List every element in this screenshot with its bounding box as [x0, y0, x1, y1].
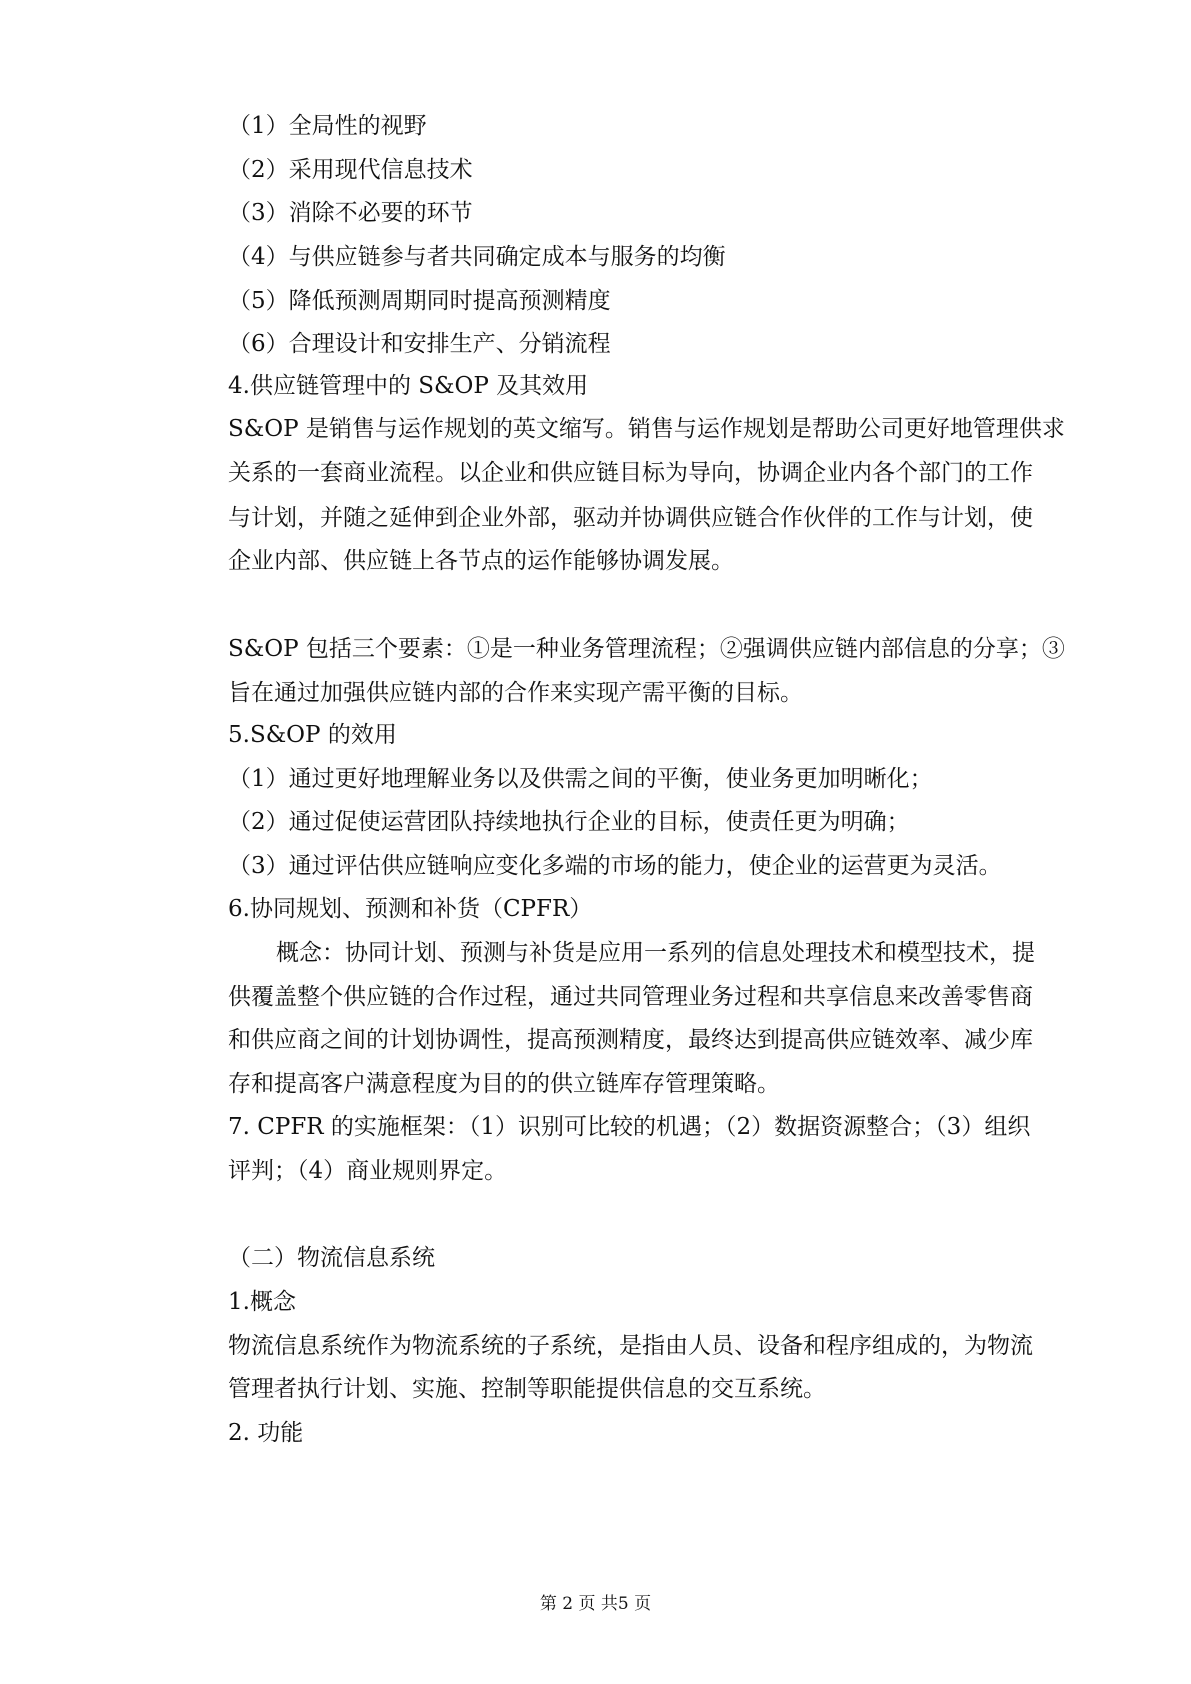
paragraph-line: 企业内部、供应链上各节点的运作能够协调发展。 — [228, 548, 734, 574]
section-heading: 6.协同规划、预测和补货（CPFR） — [228, 896, 593, 922]
list-item: （5）降低预测周期同时提高预测精度 — [228, 288, 611, 314]
paragraph-line: 概念：协同计划、预测与补货是应用一系列的信息处理技术和模型技术，提 — [276, 940, 1035, 966]
paragraph-line: 旨在通过加强供应链内部的合作来实现产需平衡的目标。 — [228, 680, 803, 706]
paragraph-line: S&OP 包括三个要素：①是一种业务管理流程；②强调供应链内部信息的分享；③ — [228, 636, 1065, 662]
section-heading: 1.概念 — [228, 1289, 296, 1315]
paragraph-line: 存和提高客户满意程度为目的的供立链库存管理策略。 — [228, 1071, 780, 1097]
section-heading: 2. 功能 — [228, 1420, 304, 1446]
paragraph-line: 和供应商之间的计划协调性，提高预测精度，最终达到提高供应链效率、减少库 — [228, 1027, 1033, 1053]
list-item: （2）采用现代信息技术 — [228, 157, 473, 183]
list-item: （6）合理设计和安排生产、分销流程 — [228, 331, 611, 357]
section-heading: 5.S&OP 的效用 — [228, 722, 397, 748]
section-heading: 4.供应链管理中的 S&OP 及其效用 — [228, 373, 589, 399]
paragraph-line: 与计划，并随之延伸到企业外部，驱动并协调供应链合作伙伴的工作与计划，使 — [228, 505, 1033, 531]
paragraph-line: 供覆盖整个供应链的合作过程，通过共同管理业务过程和共享信息来改善零售商 — [228, 984, 1033, 1010]
list-item: （4）与供应链参与者共同确定成本与服务的均衡 — [228, 244, 726, 270]
paragraph-line: 物流信息系统作为物流系统的子系统，是指由人员、设备和程序组成的，为物流 — [228, 1333, 1033, 1359]
list-item: （2）通过促使运营团队持续地执行企业的目标，使责任更为明确； — [228, 809, 910, 835]
list-item: （1）全局性的视野 — [228, 113, 427, 139]
paragraph-line: S&OP 是销售与运作规划的英文缩写。销售与运作规划是帮助公司更好地管理供求 — [228, 416, 1065, 442]
paragraph-line: 7. CPFR 的实施框架：（1）识别可比较的机遇；（2）数据资源整合；（3）组织 — [228, 1114, 1031, 1140]
paragraph-line: 管理者执行计划、实施、控制等职能提供信息的交互系统。 — [228, 1376, 826, 1402]
section-heading: （二）物流信息系统 — [228, 1245, 435, 1271]
list-item: （3）通过评估供应链响应变化多端的市场的能力，使企业的运营更为灵活。 — [228, 853, 1002, 879]
list-item: （3）消除不必要的环节 — [228, 200, 473, 226]
paragraph-line: 评判；（4）商业规则界定。 — [228, 1158, 508, 1184]
list-item: （1）通过更好地理解业务以及供需之间的平衡，使业务更加明晰化； — [228, 766, 933, 792]
page-number-footer: 第 2 页 共5 页 — [539, 1594, 652, 1614]
paragraph-line: 关系的一套商业流程。以企业和供应链目标为导向，协调企业内各个部门的工作 — [228, 460, 1033, 486]
